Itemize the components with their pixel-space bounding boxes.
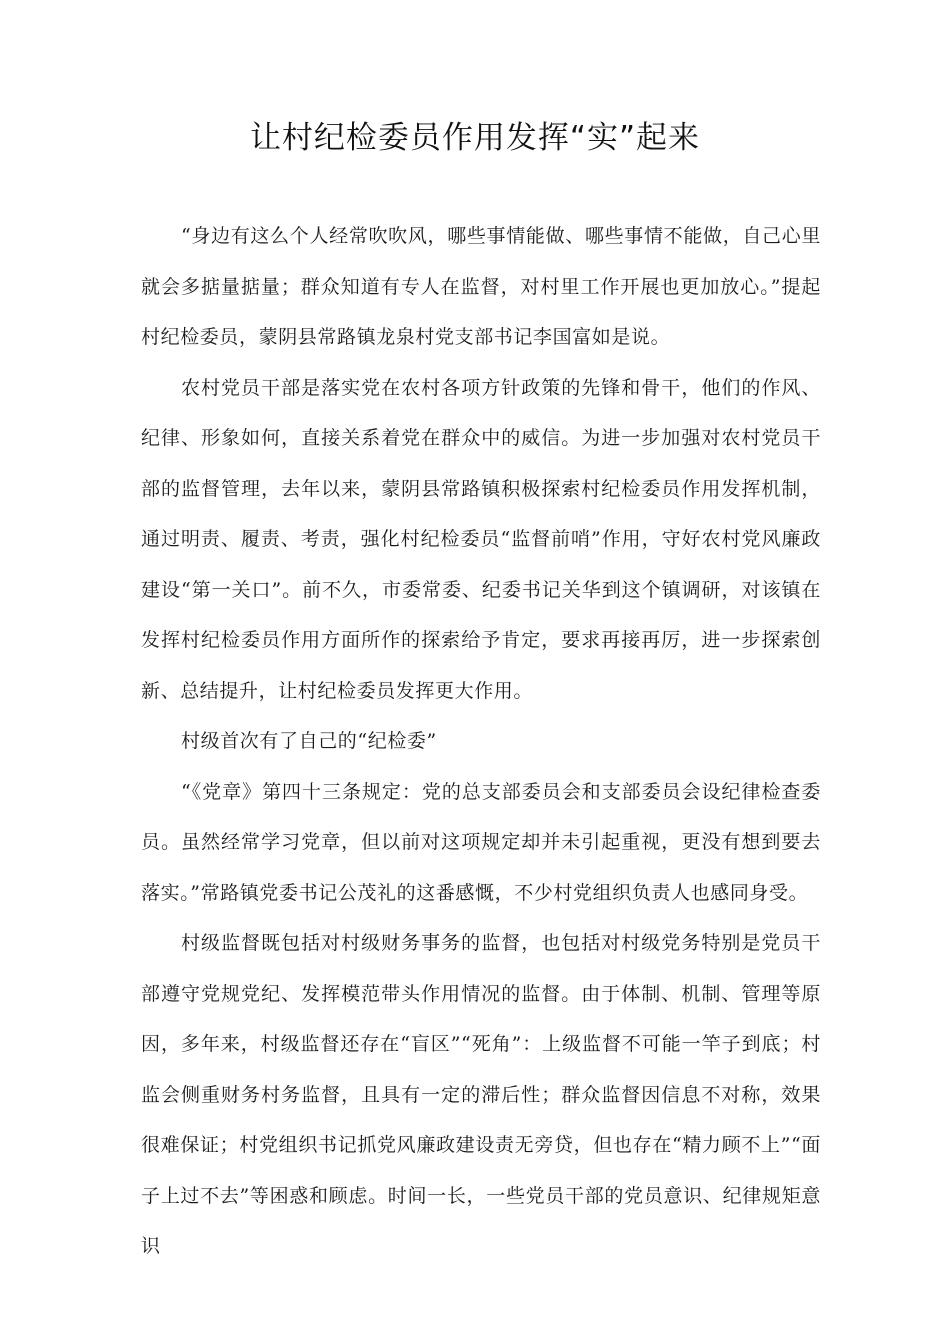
section-heading: 村级首次有了自己的“纪检委”	[181, 730, 437, 752]
document-body	[141, 211, 821, 1272]
paragraph: “《党章》第四十三条规定：党的总支部委员会和支部委员会设纪律检查委员。虽然经常学习党章，但以前对这项规定却并未引起重视，更没有想到要去落实。”常路镇党委书记公茂礼的这番感慨，不少村党组织负责人也感同身受。	[141, 780, 821, 904]
paragraph: “身边有这么个人经常吹吹风，哪些事情能做、哪些事情不能做，自己心里就会多掂量掂量；群众知道有专人在监督，对村里工作开展也更加放心。”提起村纪检委员，蒙阴县常路镇龙泉村党支部书记李国富如是说。	[141, 225, 821, 348]
paragraph: 村级监督既包括对村级财务事务的监督，也包括对村级党务特别是党员干部遵守党规党纪、发挥模范带头作用情况的监督。由于体制、机制、管理等原因，多年来，村级监督还存在“盲区”“死角”：上级监督不可能一竿子到底；村监会侧重财务村务监督，且具有一定的滞后性；群众监督因信息不对称，效果很难保证；村党组织书记抓党风廉政建设责无旁贷，但也存在“精力顾不上”“面子上过不去”等困惑和顾虑。时间一长，一些党员干部的党员意识、纪律规矩意识	[141, 932, 821, 1257]
document-title: 让村纪检委员作用发挥“实”起来	[249, 120, 701, 156]
paragraph: 农村党员干部是落实党在农村各项方针政策的先锋和骨干，他们的作风、纪律、形象如何，直接关系着党在群众中的威信。为进一步加强对农村党员干部的监督管理，去年以来，蒙阴县常路镇积极探索村纪检委员作用发挥机制，通过明责、履责、考责，强化村纪检委员“监督前哨”作用，守好农村党风廉政建设“第一关口”。前不久，市委常委、纪委书记关华到这个镇调研，对该镇在发挥村纪检委员作用方面所作的探索给予肯定，要求再接再厉，进一步探索创新、总结提升，让村纪检委员发挥更大作用。	[141, 376, 821, 702]
